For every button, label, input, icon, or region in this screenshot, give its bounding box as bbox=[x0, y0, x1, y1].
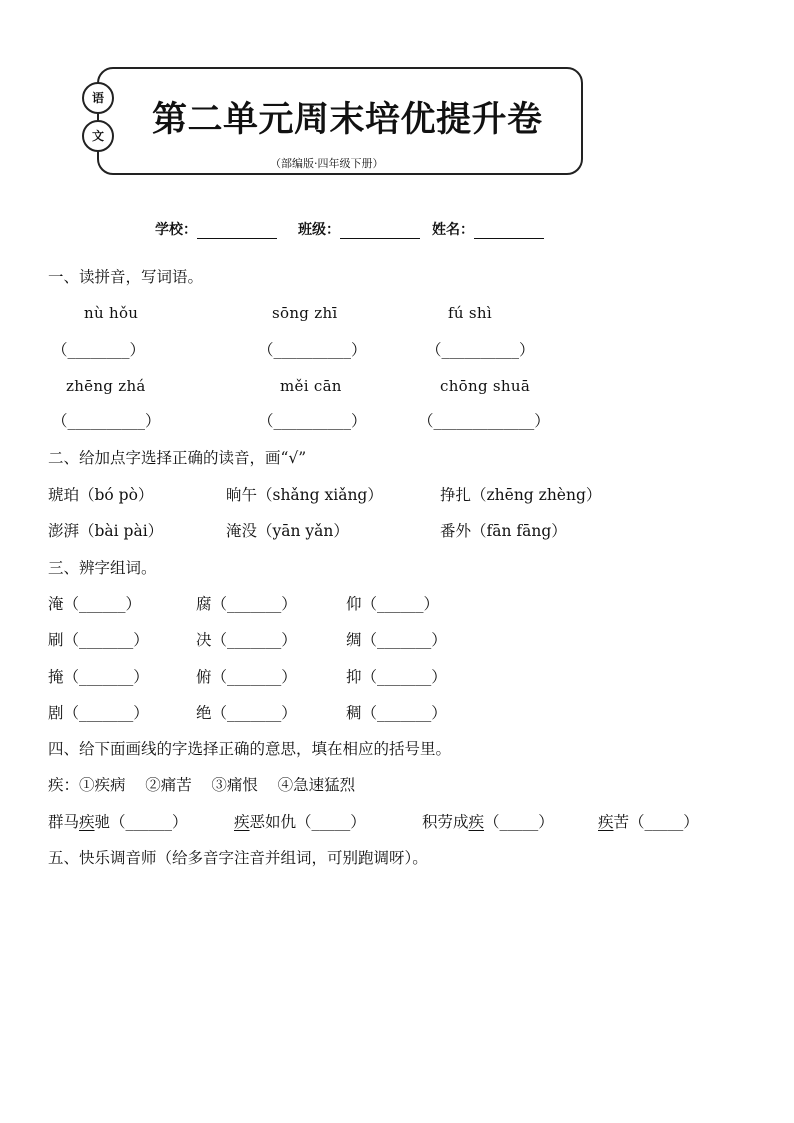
answer-blank[interactable]: （________） bbox=[52, 341, 146, 359]
subject-badge-bottom: 文 bbox=[82, 120, 114, 152]
word-blank[interactable]: 腐（_______） bbox=[196, 595, 297, 613]
meaning-blank[interactable] bbox=[234, 812, 366, 832]
word-blank[interactable]: 掩（_______） bbox=[48, 668, 149, 686]
class-blank[interactable] bbox=[340, 224, 420, 239]
section-2-heading: 二、给加点字选择正确的读音，画“√” bbox=[48, 449, 307, 467]
word-suffix: （_____） bbox=[484, 813, 554, 831]
school-blank[interactable] bbox=[197, 224, 277, 239]
name-blank[interactable] bbox=[474, 224, 544, 239]
meaning-blank[interactable] bbox=[598, 812, 699, 832]
answer-blank[interactable]: （__________） bbox=[258, 412, 367, 430]
answer-blank[interactable]: （__________） bbox=[426, 341, 535, 359]
word-blank[interactable]: 剧（_______） bbox=[48, 704, 149, 722]
word-prefix: 群马 bbox=[48, 813, 80, 831]
word-suffix: 恶如仇（_____） bbox=[249, 813, 366, 831]
reading-choice[interactable]: 晌午（shǎng xiǎng） bbox=[226, 486, 383, 504]
section-4-heading: 四、给下面画线的字选择正确的意思，填在相应的括号里。 bbox=[48, 740, 452, 758]
word-blank[interactable]: 决（_______） bbox=[196, 631, 297, 649]
word-blank[interactable]: 俯（_______） bbox=[196, 668, 297, 686]
underlined-char: 疾 bbox=[234, 813, 250, 831]
underlined-char: 疾 bbox=[468, 813, 485, 831]
pinyin-item: chōng shuā bbox=[440, 377, 531, 395]
reading-choice[interactable]: 番外（fān fāng） bbox=[440, 522, 567, 540]
answer-blank[interactable]: （__________） bbox=[52, 412, 161, 430]
word-blank[interactable]: 抑（_______） bbox=[346, 668, 447, 686]
word-blank[interactable]: 稠（_______） bbox=[346, 704, 447, 722]
pinyin-item: sōng zhī bbox=[272, 304, 338, 322]
word-blank[interactable]: 仰（______） bbox=[346, 595, 440, 613]
word-prefix: 积劳成 bbox=[422, 813, 469, 831]
section-5-heading: 五、快乐调音师（给多音字注音并组词，可别跑调呀）。 bbox=[48, 849, 428, 867]
class-field[interactable] bbox=[298, 219, 420, 239]
section-3-heading: 三、辨字组词。 bbox=[48, 559, 157, 577]
pinyin-item: fú shì bbox=[448, 304, 492, 322]
subject-badge-top: 语 bbox=[82, 82, 114, 114]
page-title: 第二单元周末培优提升卷 bbox=[152, 100, 543, 140]
reading-choice[interactable]: 澎湃（bài pài） bbox=[48, 522, 164, 540]
meaning-blank[interactable] bbox=[422, 812, 554, 832]
name-field[interactable] bbox=[432, 219, 544, 239]
section-1-heading: 一、读拼音，写词语。 bbox=[48, 268, 204, 286]
answer-blank[interactable]: （__________） bbox=[258, 341, 367, 359]
pinyin-item: zhēng zhá bbox=[66, 377, 146, 395]
meaning-options: 疾：①疾病 ②痛苦 ③痛恨 ④急速猛烈 bbox=[48, 776, 356, 794]
school-label: 学校： bbox=[155, 222, 197, 238]
word-suffix: 苦（_____） bbox=[613, 813, 699, 831]
reading-choice[interactable]: 琥珀（bó pò） bbox=[48, 486, 154, 504]
page-subtitle: （部编版·四年级下册） bbox=[270, 157, 384, 170]
name-label: 姓名： bbox=[432, 222, 474, 238]
school-field[interactable] bbox=[155, 219, 277, 239]
pinyin-item: nù hǒu bbox=[84, 304, 139, 322]
word-blank[interactable]: 淹（______） bbox=[48, 595, 142, 613]
answer-blank[interactable]: （_____________） bbox=[418, 412, 550, 430]
pinyin-item: měi cān bbox=[280, 377, 342, 395]
word-blank[interactable]: 刷（_______） bbox=[48, 631, 149, 649]
word-blank[interactable]: 绝（_______） bbox=[196, 704, 297, 722]
reading-choice[interactable]: 挣扎（zhēng zhèng） bbox=[440, 486, 602, 504]
word-blank[interactable]: 绸（_______） bbox=[346, 631, 447, 649]
meaning-blank[interactable] bbox=[48, 812, 188, 832]
word-suffix: 驰（______） bbox=[94, 813, 188, 831]
underlined-char: 疾 bbox=[79, 813, 95, 831]
reading-choice[interactable]: 淹没（yān yǎn） bbox=[226, 522, 349, 540]
underlined-char: 疾 bbox=[598, 813, 614, 831]
class-label: 班级： bbox=[298, 222, 340, 238]
